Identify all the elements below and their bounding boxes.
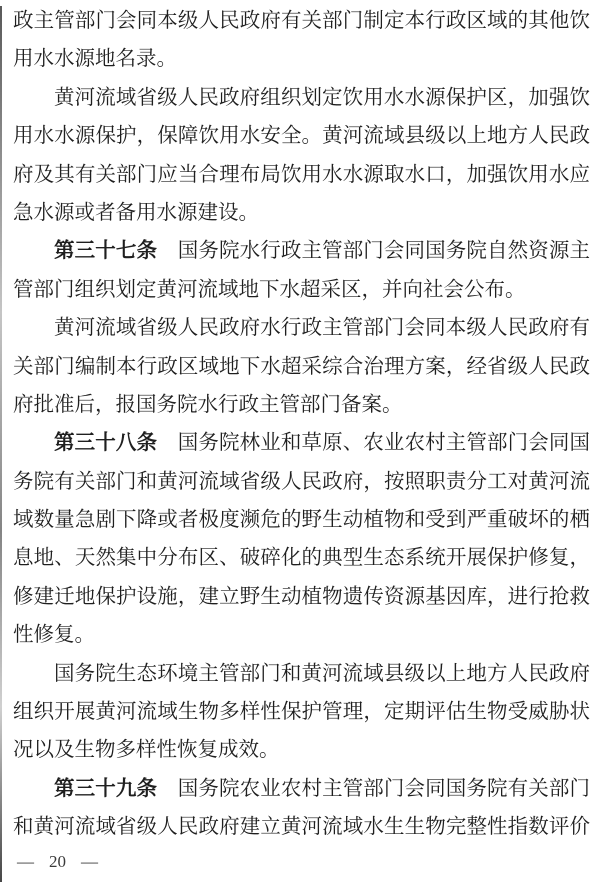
text-line <box>13 156 590 194</box>
text-line <box>13 79 590 117</box>
text-segment: 关部门编制本行政区域地下水超采综合治理方案，经省级人民政 <box>13 355 590 378</box>
text-line <box>13 2 590 40</box>
text-segment: 黄河流域省级人民政府水行政主管部门会同本级人民政府有 <box>54 317 590 340</box>
text-segment: 域数量急剧下降或者极度濒危的野生动植物和受到严重破坏的栖 <box>13 509 590 532</box>
text-line <box>13 40 590 78</box>
text-segment: 国务院生态环境主管部门和黄河流域县级以上地方人民政府 <box>54 662 590 685</box>
text-line <box>13 655 590 693</box>
text-line <box>13 539 590 577</box>
text-segment: 管部门组织划定黄河流域地下水超采区，并向社会公布。 <box>13 278 526 301</box>
text-segment: 性修复。 <box>13 624 95 647</box>
article-number: 第三十九条 <box>54 776 158 800</box>
text-segment: 息地、天然集中分布区、破碎化的典型生态系统开展保护修复， <box>13 547 590 570</box>
text-line <box>13 693 590 731</box>
text-segment: 急水源或者备用水源建设。 <box>13 201 259 224</box>
footer-dash-right: — <box>81 852 98 871</box>
text-segment: 和黄河流域省级人民政府建立黄河流域水生生物完整性指数评价 <box>13 816 590 839</box>
text-line <box>13 463 590 501</box>
text-line <box>13 578 590 616</box>
text-line <box>13 194 590 232</box>
text-segment: 政主管部门会同本级人民政府有关部门制定本行政区域的其他饮 <box>13 10 590 32</box>
text-segment: 国务院水行政主管部门会同国务院自然资源主 <box>157 240 590 263</box>
text-segment: 用水水源保护，保障饮用水安全。黄河流域县级以上地方人民政 <box>13 125 590 148</box>
text-segment: 用水水源地名录。 <box>13 48 177 71</box>
text-segment: 府及其有关部门应当合理布局饮用水水源取水口，加强饮用水应 <box>13 163 590 186</box>
page-footer <box>17 851 98 873</box>
text-segment: 务院有关部门和黄河流域省级人民政府，按照职责分工对黄河流 <box>13 470 590 493</box>
text-segment: 府批准后，报国务院水行政主管部门备案。 <box>13 393 403 416</box>
document-body <box>13 2 590 847</box>
text-segment: 况以及生物多样性恢复成效。 <box>13 739 280 762</box>
text-line <box>13 348 590 386</box>
text-segment: 组织开展黄河流域生物多样性保护管理，定期评估生物受威胁状 <box>13 701 590 724</box>
page-edge-artifact <box>0 6 2 882</box>
text-line <box>13 271 590 309</box>
text-line <box>13 808 590 846</box>
text-segment: 国务院林业和草原、农业农村主管部门会同国 <box>157 432 590 455</box>
text-line <box>13 616 590 654</box>
text-line <box>13 770 590 808</box>
text-line <box>13 232 590 270</box>
article-number: 第三十八条 <box>54 431 158 455</box>
text-segment: 黄河流域省级人民政府组织划定饮用水水源保护区，加强饮 <box>54 86 590 109</box>
page-number: 20 <box>49 852 66 871</box>
text-line <box>13 117 590 155</box>
footer-dash-left: — <box>17 852 34 871</box>
text-line <box>13 309 590 347</box>
text-line <box>13 731 590 769</box>
text-segment: 国务院农业农村主管部门会同国务院有关部门 <box>157 777 590 800</box>
text-line <box>13 501 590 539</box>
text-line <box>13 424 590 462</box>
text-line <box>13 386 590 424</box>
text-segment: 修建迁地保护设施，建立野生动植物遗传资源基因库，进行抢救 <box>13 585 590 608</box>
article-number: 第三十七条 <box>54 239 158 263</box>
